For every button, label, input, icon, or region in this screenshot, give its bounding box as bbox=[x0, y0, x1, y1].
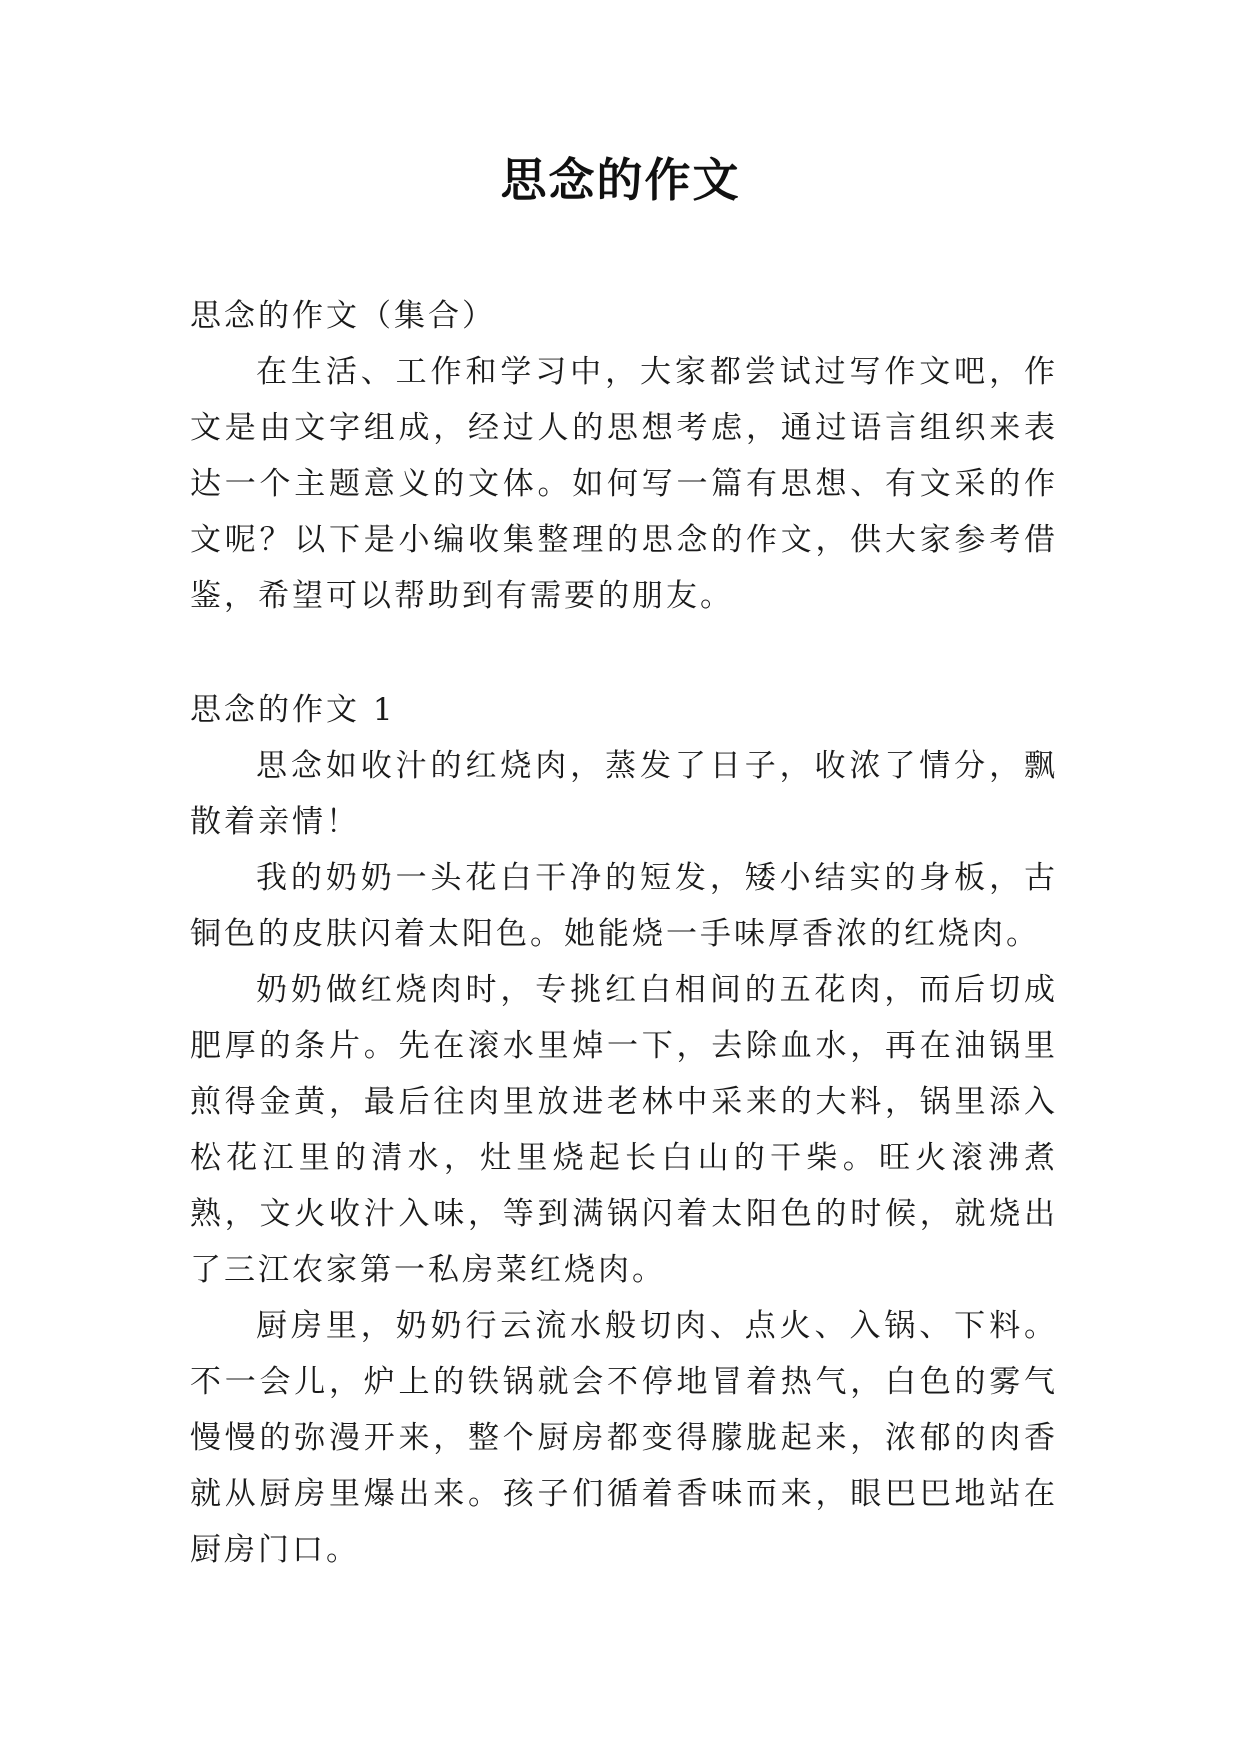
body-paragraph: 奶奶做红烧肉时，专挑红白相间的五花肉，而后切成肥厚的条片。先在滚水里焯一下，去除血水，再在油锅里煎得金黄，最后往肉里放进老林中采来的大料，锅里添入松花江里的清水，灶里烧起长白山的干柴。旺火滚沸煮熟，文火收汁入味，等到满锅闪着太阳色的时候，就烧出了三江农家第一私房菜红烧肉。 bbox=[190, 972, 1058, 1288]
section-heading: 思念的作文 1 bbox=[190, 692, 396, 728]
document-title: 思念的作文 bbox=[500, 153, 741, 207]
document-body bbox=[190, 288, 1058, 1578]
section-spacer bbox=[190, 624, 1058, 682]
body-paragraph: 思念如收汁的红烧肉，蒸发了日子，收浓了情分，飘散着亲情！ bbox=[190, 748, 1058, 840]
body-paragraph: 我的奶奶一头花白干净的短发，矮小结实的身板，古铜色的皮肤闪着太阳色。她能烧一手味厚香浓的红烧肉。 bbox=[190, 860, 1058, 952]
intro-paragraph: 在生活、工作和学习中，大家都尝试过写作文吧，作文是由文字组成，经过人的思想考虑，通过语言组织来表达一个主题意义的文体。如何写一篇有思想、有文采的作文呢？以下是小编收集整理的思念的作文，供大家参考借鉴，希望可以帮助到有需要的朋友。 bbox=[190, 354, 1058, 614]
body-paragraph: 厨房里，奶奶行云流水般切肉、点火、入锅、下料。不一会儿，炉上的铁锅就会不停地冒着热气，白色的雾气慢慢的弥漫开来，整个厨房都变得朦胧起来，浓郁的肉香就从厨房里爆出来。孩子们循着香味而来，眼巴巴地站在厨房门口。 bbox=[190, 1308, 1058, 1568]
document-subtitle: 思念的作文（集合） bbox=[190, 298, 496, 334]
